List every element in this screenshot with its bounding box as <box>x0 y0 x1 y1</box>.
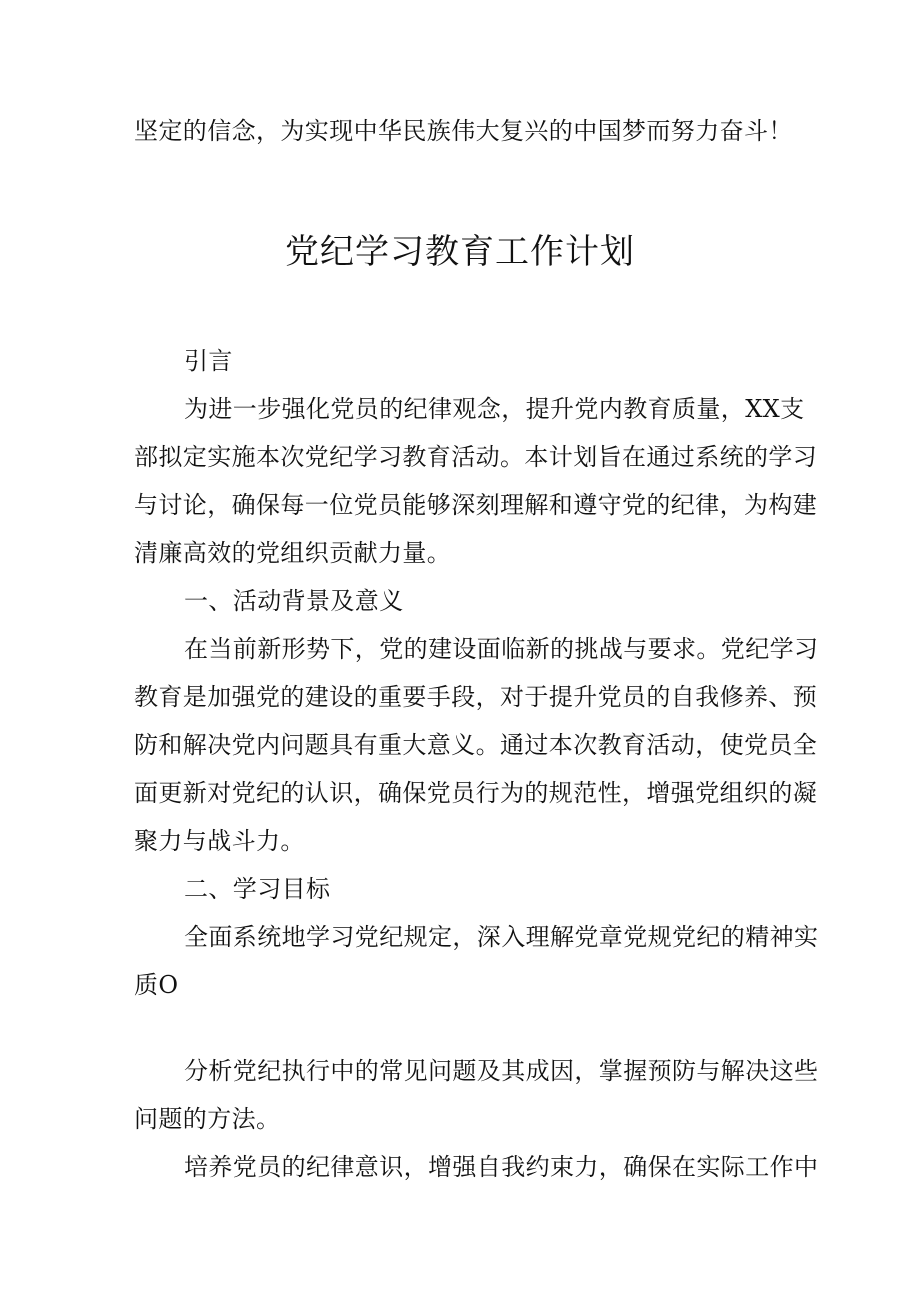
intro-paragraph-line: 与讨论，确保每一位党员能够深刻理解和遵守党的纪律，为构建 <box>134 491 818 519</box>
carryover-line: 坚定的信念，为实现中华民族伟大复兴的中国梦而努力奋斗！ <box>134 117 793 145</box>
goal-paragraph-line: 质O <box>134 971 179 999</box>
intro-paragraph-line: 清廉高效的党组织贡献力量。 <box>134 539 452 567</box>
background-paragraph-line: 面更新对党纪的认识，确保党员行为的规范性，增强党组织的凝 <box>134 779 818 807</box>
background-paragraph-line: 教育是加强党的建设的重要手段，对于提升党员的自我修养、预 <box>134 683 818 711</box>
goal-paragraph-line: 问题的方法。 <box>134 1105 281 1133</box>
intro-paragraph-line: 为进一步强化党员的纪律观念，提升党内教育质量，XX支 <box>184 395 805 423</box>
goal-paragraph-line: 全面系统地学习党纪规定，深入理解党章党规党纪的精神实 <box>184 923 819 951</box>
background-paragraph-line: 防和解决党内问题具有重大意义。通过本次教育活动，使党员全 <box>134 731 818 759</box>
goal-paragraph-line: 培养党员的纪律意识，增强自我约束力，确保在实际工作中 <box>184 1153 819 1181</box>
intro-paragraph-line: 部拟定实施本次党纪学习教育活动。本计划旨在通过系统的学习 <box>134 443 818 471</box>
goal-paragraph-line: 分析党纪执行中的常见问题及其成因，掌握预防与解决这些 <box>184 1057 819 1085</box>
background-paragraph-line: 在当前新形势下，党的建设面临新的挑战与要求。党纪学习 <box>184 635 819 663</box>
background-paragraph-line: 聚力与战斗力。 <box>134 827 305 855</box>
intro-heading: 引言 <box>184 347 233 375</box>
document-title: 党纪学习教育工作计划 <box>285 232 635 272</box>
section-heading-background: 一、活动背景及意义 <box>184 587 404 615</box>
section-heading-goals: 二、学习目标 <box>184 875 331 903</box>
